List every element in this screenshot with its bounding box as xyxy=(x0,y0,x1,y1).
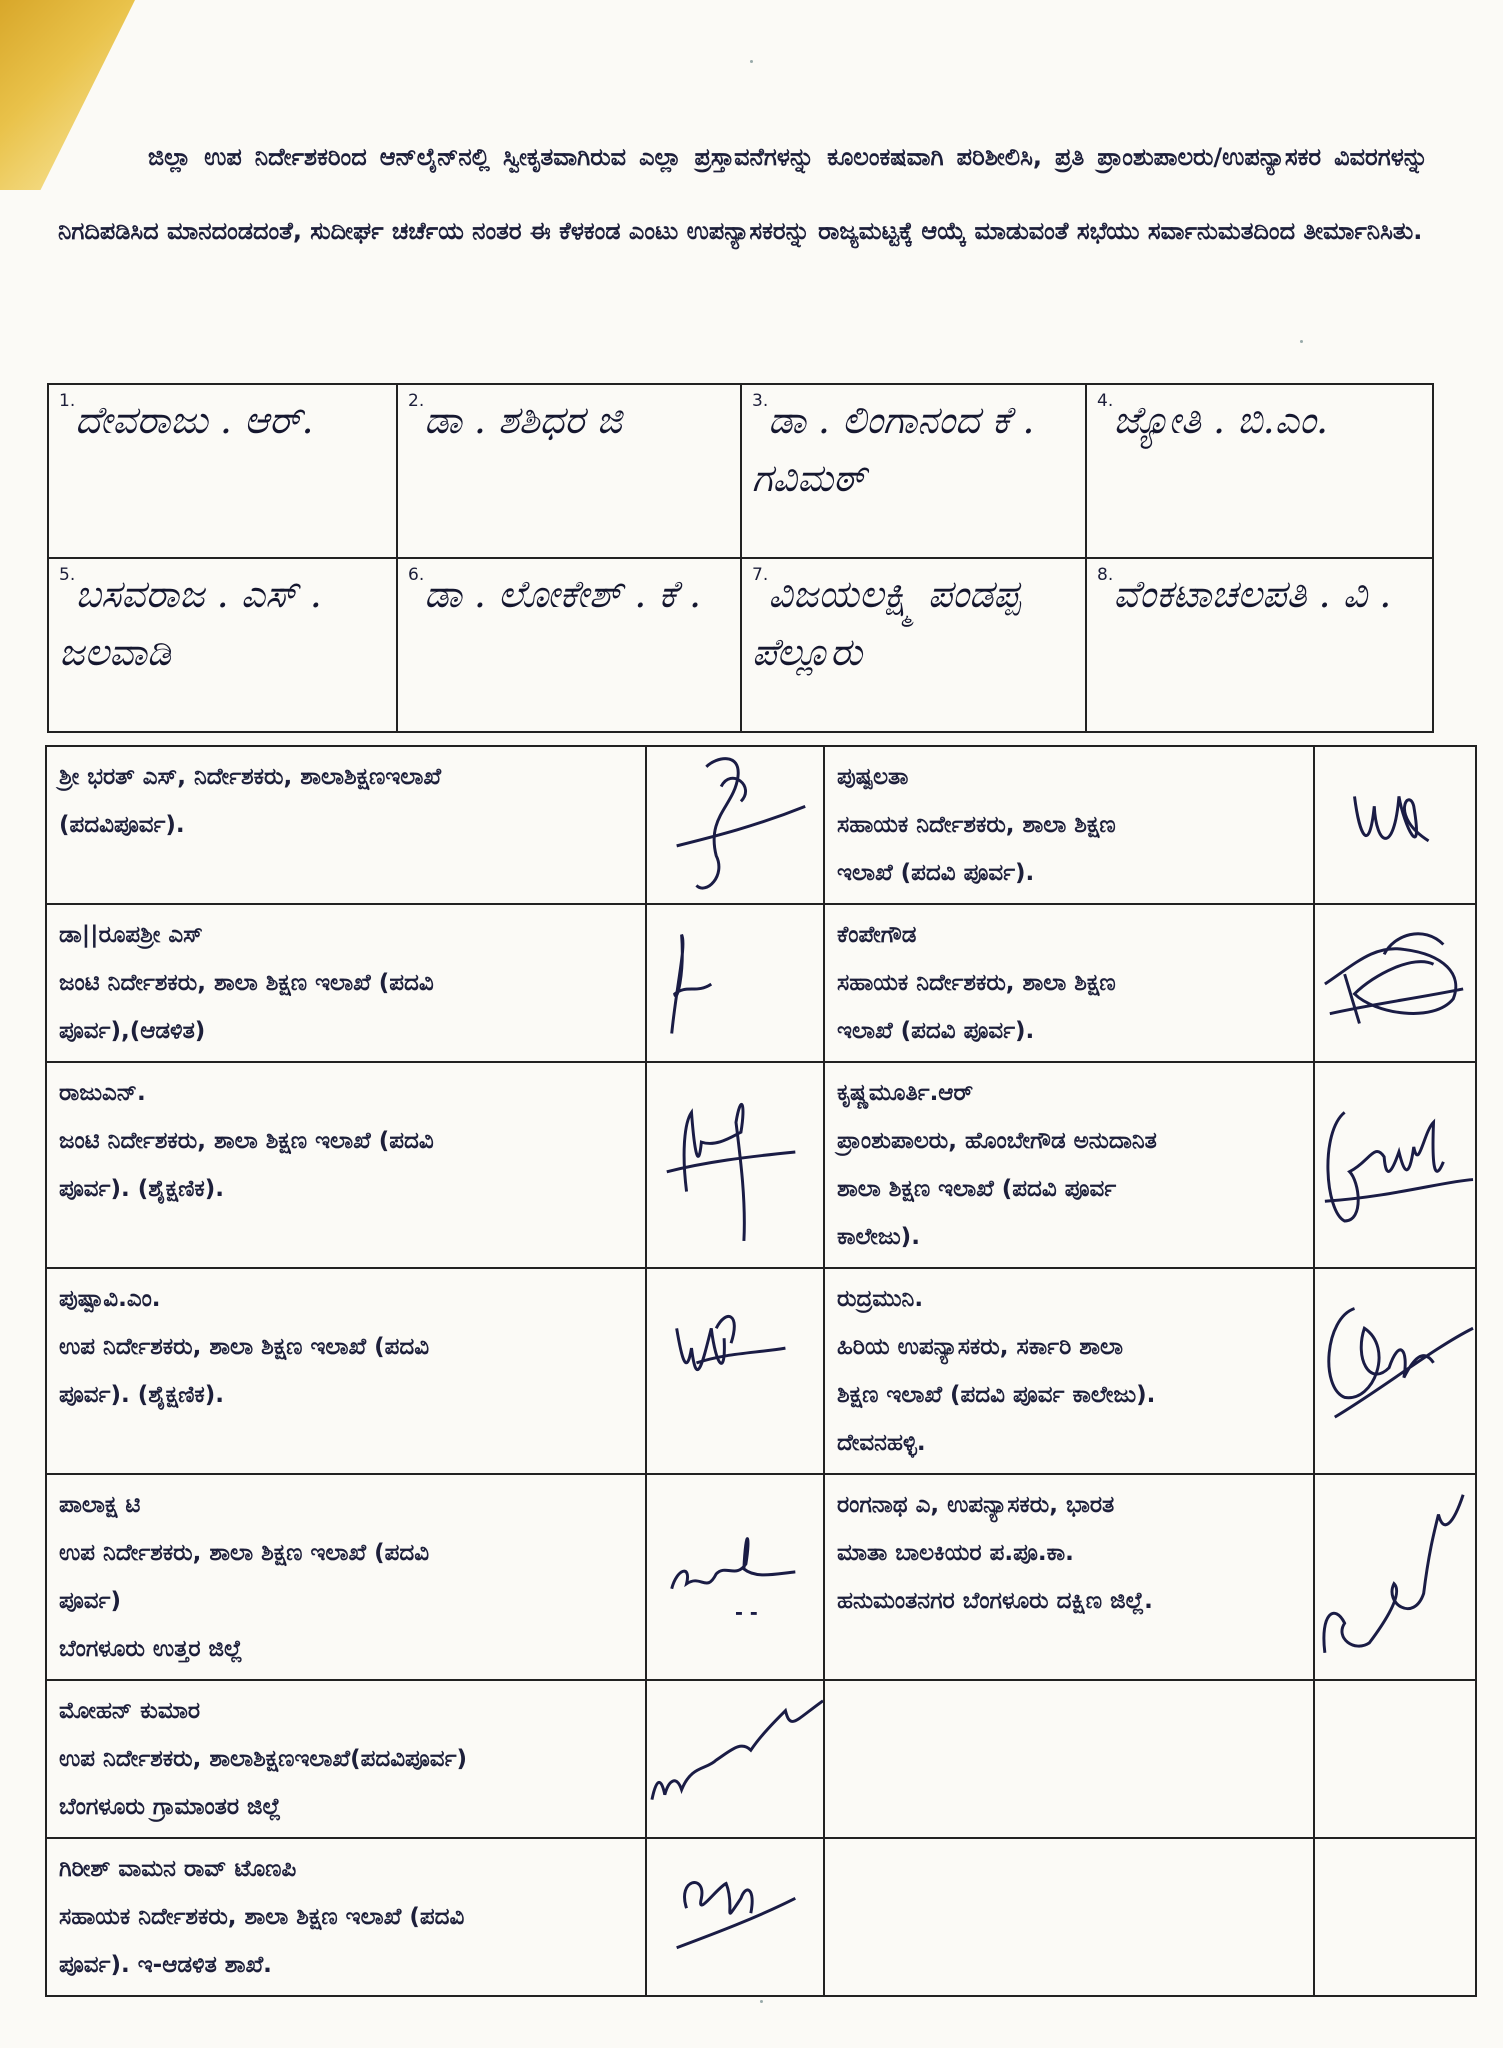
selected-row-2 xyxy=(48,558,1433,732)
selected-name: ಬಸವರಾಜ . ಎಸ್ . ಜಲವಾಡಿ xyxy=(59,572,322,674)
member-row-1 xyxy=(46,746,1476,904)
signature-9 xyxy=(646,1474,824,1680)
member-name: ರುದ್ರಮುನಿ. xyxy=(837,1286,924,1312)
member-cell xyxy=(46,904,646,1062)
member-desc: ಇಲಾಖೆ (ಪದವಿ ಪೂರ್ವ). xyxy=(837,860,1035,886)
member-cell xyxy=(46,1268,646,1474)
empty-cell xyxy=(1314,1680,1476,1838)
member-row-2 xyxy=(46,904,1476,1062)
member-desc: ಬೆಂಗಳೂರು ಗ್ರಾಮಾಂತರ ಜಿಲ್ಲೆ xyxy=(59,1794,282,1820)
intro-paragraph xyxy=(58,120,1428,268)
member-desc: ಬೆಂಗಳೂರು ಉತ್ತರ ಜಿಲ್ಲೆ xyxy=(59,1636,243,1662)
selected-name: ಜ್ಯೋತಿ . ಬಿ.ಎಂ. xyxy=(1113,398,1329,442)
member-desc: ಜಂಟಿ ನಿರ್ದೇಶಕರು, ಶಾಲಾ ಶಿಕ್ಷಣ ಇಲಾಖೆ (ಪದವಿ xyxy=(59,1128,434,1154)
signature-4 xyxy=(1314,904,1476,1062)
member-cell xyxy=(46,1680,646,1838)
committee-signatures-table xyxy=(45,745,1477,1997)
signature-5 xyxy=(646,1062,824,1268)
signature-drawing xyxy=(647,1681,823,1827)
member-cell xyxy=(46,746,646,904)
member-desc: ಸಹಾಯಕ ನಿರ್ದೇಶಕರು, ಶಾಲಾ ಶಿಕ್ಷಣ xyxy=(837,970,1116,996)
member-cell xyxy=(824,1062,1314,1268)
member-name: ರಾಜುಎನ್. xyxy=(59,1080,146,1106)
member-name: ಪುಷ್ಪಾವಿ.ಎಂ. xyxy=(59,1286,161,1312)
signature-drawing xyxy=(647,1269,823,1463)
member-desc: ಪೂರ್ವ). ಇ-ಆಡಳಿತ ಶಾಖೆ. xyxy=(59,1952,272,1978)
selected-lecturers-table xyxy=(47,383,1434,733)
selected-row-1 xyxy=(48,384,1433,558)
signature-drawing xyxy=(647,1475,823,1669)
selected-name: ದೇವರಾಜು . ಆರ್. xyxy=(75,398,314,442)
member-desc: ಪೂರ್ವ),(ಆಡಳಿತ) xyxy=(59,1018,206,1044)
scan-speck xyxy=(1300,340,1303,343)
member-cell xyxy=(46,1062,646,1268)
member-desc: ಶಿಕ್ಷಣ ಇಲಾಖೆ (ಪದವಿ ಪೂರ್ವ ಕಾಲೇಜು). xyxy=(837,1382,1156,1408)
empty-cell xyxy=(824,1838,1314,1996)
signature-drawing xyxy=(647,905,823,1049)
member-row-4 xyxy=(46,1268,1476,1474)
member-desc: ಪೂರ್ವ) xyxy=(59,1588,121,1614)
member-row-5 xyxy=(46,1474,1476,1680)
signature-drawing xyxy=(1315,905,1475,1049)
selected-cell-1: 1.ದೇವರಾಜು . ಆರ್. xyxy=(48,384,397,558)
selected-cell-5: 5.ಬಸವರಾಜ . ಎಸ್ . ಜಲವಾಡಿ xyxy=(48,558,397,732)
selected-name: ವಿಜಯಲಕ್ಷ್ಮಿ ಪಂಡಪ್ಪ ಪೆಲ್ಲೂರು xyxy=(752,572,1021,674)
signature-drawing xyxy=(647,747,823,891)
member-row-6 xyxy=(46,1680,1476,1838)
selected-cell-6: 6.ಡಾ . ಲೋಕೇಶ್ . ಕೆ . xyxy=(397,558,741,732)
selected-name: ಡಾ . ಶಶಿಧರ ಜಿ xyxy=(424,398,623,442)
member-cell xyxy=(824,904,1314,1062)
member-desc: (ಪದವಿಪೂರ್ವ). xyxy=(59,812,185,838)
selected-cell-2: 2.ಡಾ . ಶಶಿಧರ ಜಿ xyxy=(397,384,741,558)
member-name: ಡಾ||ರೂಪಶ್ರೀ ಎಸ್ xyxy=(59,922,203,948)
member-desc: ಪ್ರಾಂಶುಪಾಲರು, ಹೊಂಬೇಗೌಡ ಅನುದಾನಿತ xyxy=(837,1128,1157,1154)
member-name: ಪುಷ್ಪಲತಾ xyxy=(837,764,909,790)
signature-drawing xyxy=(647,1063,823,1257)
member-row-7 xyxy=(46,1838,1476,1996)
member-desc: ಹಿರಿಯ ಉಪನ್ಯಾಸಕರು, ಸರ್ಕಾರಿ ಶಾಲಾ xyxy=(837,1334,1123,1360)
selected-cell-4: 4.ಜ್ಯೋತಿ . ಬಿ.ಎಂ. xyxy=(1086,384,1433,558)
selected-cell-8: 8.ವೆಂಕಟಾಚಲಪತಿ . ವಿ . xyxy=(1086,558,1433,732)
member-desc: ದೇವನಹಳ್ಳಿ. xyxy=(837,1430,926,1456)
scan-speck xyxy=(760,2000,763,2003)
member-desc: ಸಹಾಯಕ ನಿರ್ದೇಶಕರು, ಶಾಲಾ ಶಿಕ್ಷಣ xyxy=(837,812,1116,838)
signature-2 xyxy=(1314,746,1476,904)
member-name: ಕೃಷ್ಣಮೂರ್ತಿ.ಆರ್ xyxy=(837,1080,974,1106)
selected-cell-7: 7.ವಿಜಯಲಕ್ಷ್ಮಿ ಪಂಡಪ್ಪ ಪೆಲ್ಲೂರು xyxy=(741,558,1086,732)
member-row-3 xyxy=(46,1062,1476,1268)
signature-12 xyxy=(646,1838,824,1996)
signature-7 xyxy=(646,1268,824,1474)
selected-name: ಡಾ . ಲಿಂಗಾನಂದ ಕೆ . ಗವಿಮಠ್ xyxy=(752,398,1035,500)
signature-11 xyxy=(646,1680,824,1838)
selected-name: ಡಾ . ಲೋಕೇಶ್ . ಕೆ . xyxy=(424,572,702,616)
signature-3 xyxy=(646,904,824,1062)
member-cell xyxy=(46,1474,646,1680)
signature-10 xyxy=(1314,1474,1476,1680)
member-desc: ಮಾತಾ ಬಾಲಕಿಯರ ಪ.ಪೂ.ಕಾ. xyxy=(837,1540,1074,1566)
member-name: ಕೆಂಪೇಗೌಡ xyxy=(837,922,917,948)
selected-cell-3: 3.ಡಾ . ಲಿಂಗಾನಂದ ಕೆ . ಗವಿಮಠ್ xyxy=(741,384,1086,558)
member-cell xyxy=(824,746,1314,904)
member-desc: ಜಂಟಿ ನಿರ್ದೇಶಕರು, ಶಾಲಾ ಶಿಕ್ಷಣ ಇಲಾಖೆ (ಪದವಿ xyxy=(59,970,434,996)
member-desc: ಉಪ ನಿರ್ದೇಶಕರು, ಶಾಲಾ ಶಿಕ್ಷಣ ಇಲಾಖೆ (ಪದವಿ xyxy=(59,1334,430,1360)
signature-drawing xyxy=(1315,1269,1475,1463)
member-name: ಮೋಹನ್ ಕುಮಾರ xyxy=(59,1698,200,1724)
signature-8 xyxy=(1314,1268,1476,1474)
member-desc: ಸಹಾಯಕ ನಿರ್ದೇಶಕರು, ಶಾಲಾ ಶಿಕ್ಷಣ ಇಲಾಖೆ (ಪದವಿ xyxy=(59,1904,465,1930)
empty-cell xyxy=(1314,1838,1476,1996)
member-desc: ಉಪ ನಿರ್ದೇಶಕರು, ಶಾಲಾಶಿಕ್ಷಣಇಲಾಖೆ(ಪದವಿಪೂರ್ವ) xyxy=(59,1746,468,1772)
intro-text: ಜಿಲ್ಲಾ ಉಪ ನಿರ್ದೇಶಕರಿಂದ ಆನ್‌ಲೈನ್‌ನಲ್ಲಿ ಸ್ವೀಕೃತವಾಗಿರುವ ಎಲ್ಲಾ ಪ್ರಸ್ತಾವನೆಗಳನ್ನು ಕೂಲಂಕಷವಾಗಿ ಪರಿಶೀಲಿಸಿ, ಪ್ರತಿ ಪ್ರಾಂಶುಪಾಲರು/ಉಪನ್ಯಾಸಕರ ವಿವರಗಳನ್ನು ನಿಗದಿಪಡಿಸಿದ ಮಾನದಂಡದಂತೆ, ಸುದೀರ್ಘ ಚರ್ಚೆಯ ನಂತರ ಈ ಕೆಳಕಂಡ ಎಂಟು ಉಪನ್ಯಾಸಕರನ್ನು ರಾಜ್ಯಮಟ್ಟಕ್ಕೆ ಆಯ್ಕೆ ಮಾಡುವಂತೆ ಸಭೆಯು ಸರ್ವಾನುಮತದಿಂದ ತೀರ್ಮಾನಿಸಿತು. xyxy=(58,143,1428,245)
member-desc: ಪೂರ್ವ). (ಶೈಕ್ಷಣಿಕ). xyxy=(59,1176,224,1202)
signature-6 xyxy=(1314,1062,1476,1268)
empty-cell xyxy=(824,1680,1314,1838)
member-desc: ಉಪ ನಿರ್ದೇಶಕರು, ಶಾಲಾ ಶಿಕ್ಷಣ ಇಲಾಖೆ (ಪದವಿ xyxy=(59,1540,430,1566)
member-name: ಶ್ರೀ ಭರತ್ ಎಸ್, ನಿರ್ದೇಶಕರು, ಶಾಲಾಶಿಕ್ಷಣಇಲಾಖೆ xyxy=(59,764,441,790)
selected-name: ವೆಂಕಟಾಚಲಪತಿ . ವಿ . xyxy=(1113,572,1392,616)
signature-drawing xyxy=(647,1839,823,1985)
member-cell xyxy=(824,1474,1314,1680)
member-name: ರಂಗನಾಥ ಎ, ಉಪನ್ಯಾಸಕರು, ಭಾರತ xyxy=(837,1492,1115,1518)
signature-drawing xyxy=(1315,747,1475,891)
member-desc: ಹನುಮಂತನಗರ ಬೆಂಗಳೂರು ದಕ್ಷಿಣ ಜಿಲ್ಲೆ. xyxy=(837,1588,1153,1614)
member-desc: ಇಲಾಖೆ (ಪದವಿ ಪೂರ್ವ). xyxy=(837,1018,1035,1044)
signature-1 xyxy=(646,746,824,904)
member-desc: ಶಾಲಾ ಶಿಕ್ಷಣ ಇಲಾಖೆ (ಪದವಿ ಪೂರ್ವ xyxy=(837,1176,1117,1202)
member-desc: ಪೂರ್ವ). (ಶೈಕ್ಷಣಿಕ). xyxy=(59,1382,224,1408)
member-desc: ಕಾಲೇಜು). xyxy=(837,1224,920,1250)
member-cell xyxy=(46,1838,646,1996)
member-name: ಗಿರೀಶ್ ವಾಮನ ರಾವ್ ಟೊಣಪಿ xyxy=(59,1856,297,1882)
member-name: ಪಾಲಾಕ್ಷ ಟಿ xyxy=(59,1492,141,1518)
member-cell xyxy=(824,1268,1314,1474)
signature-drawing xyxy=(1315,1063,1475,1257)
signature-drawing xyxy=(1315,1475,1475,1669)
scan-speck xyxy=(750,60,753,63)
